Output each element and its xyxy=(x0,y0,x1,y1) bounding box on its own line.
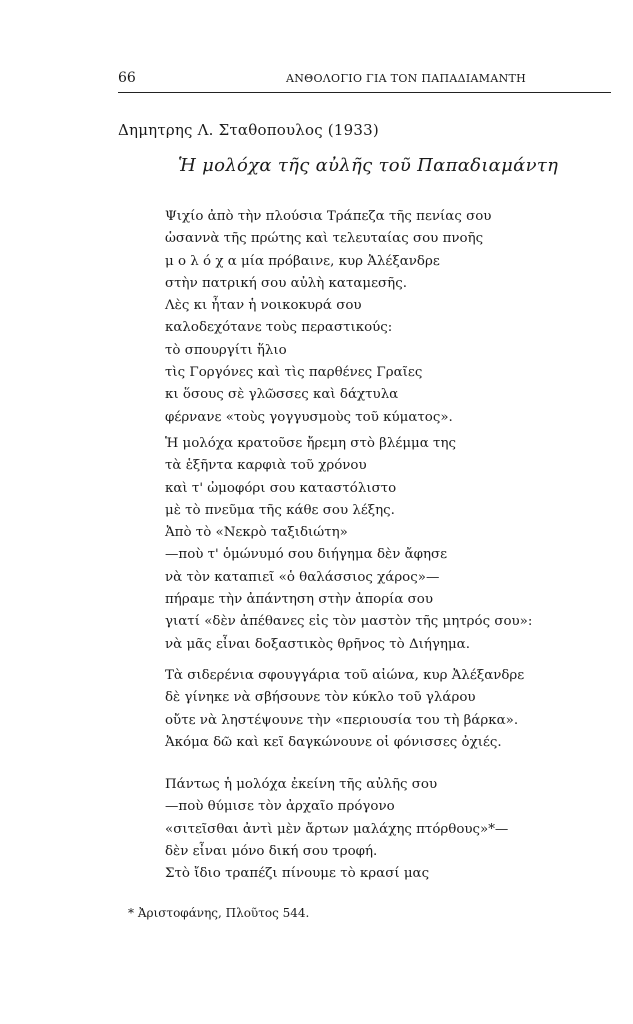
stanza-2 xyxy=(165,433,532,656)
poem-line: κι ὅσους σὲ γλῶσσες καὶ δάχτυλα xyxy=(165,387,399,403)
running-title: ΑΝΘΟΛΟΓΙΟ ΓΙΑ ΤΟΝ ΠΑΠΑΔΙΑΜΑΝΤΗ xyxy=(286,72,527,85)
poem-line: καὶ τ' ὠμοφόρι σου καταστόλιστο xyxy=(165,480,397,496)
poem-line: νὰ μᾶς εἶναι δοξαστικὸς θρῆνος τὸ Διήγημα. xyxy=(165,636,470,652)
poem-line: Στὸ ἴδιο τραπέζι πίνουμε τὸ κρασί μας xyxy=(165,866,430,882)
poem-line: μὲ τὸ πνεῦμα τῆς κάθε σου λέξης. xyxy=(165,502,395,518)
stanza-1 xyxy=(165,206,491,429)
poem-line: Ἡ μολόχα κρατοῦσε ἤρεμη στὸ βλέμμα της xyxy=(165,436,456,451)
poem-line: μ ο λ ό χ α μία πρόβαινε, κυρ Ἀλέξανδρε xyxy=(165,253,440,269)
poem-line: δὲ γίνηκε νὰ σβήσουνε τὸν κύκλο τοῦ γλάρου xyxy=(165,690,476,706)
stanza-3 xyxy=(165,665,524,754)
poem-line: δὲν εἶναι μόνο δική σου τροφή. xyxy=(165,843,378,859)
poem-line: τὰ ἑξῆντα καρφιὰ τοῦ χρόνου xyxy=(165,458,367,474)
poem-line: ὡσαννὰ τῆς πρώτης καὶ τελευταίας σου πνοῆς xyxy=(165,231,484,247)
poem-line: Ψιχίο ἀπὸ τὴν πλούσια Τράπεζα τῆς πενίας σου xyxy=(165,209,492,224)
poem-line: γιατί «δὲν ἀπέθανες εἰς τὸν μαστὸν τῆς μητρός σου»: xyxy=(165,614,533,630)
poem-line: οὔτε νὰ ληστέψουνε τὴν «περιουσία του τὴ βάρκα». xyxy=(165,712,519,728)
poem-line: «σιτεῖσθαι ἀντὶ μὲν ἄρτων μαλάχης πτόρθους»*— xyxy=(165,821,509,837)
poem-line: στὴν πατρική σου αὐλὴ καταμεσῆς. xyxy=(165,275,407,291)
poem-line: Ἀκόμα δῶ καὶ κεῖ δαγκώνουνε οἱ φόνισσες ὀχιές. xyxy=(165,734,502,750)
poem-line: νὰ τὸν καταπιεῖ «ὁ θαλάσσιος χάρος»— xyxy=(165,569,440,585)
running-header xyxy=(118,70,611,92)
poem-author: Δημητρης Λ. Σταθοπουλος (1933) xyxy=(118,121,379,139)
stanza-4 xyxy=(165,774,508,885)
poem-line: τὶς Γοργόνες καὶ τὶς παρθένες Γραῖες xyxy=(165,365,423,381)
poem-line: πήραμε τὴν ἀπάντηση στὴν ἀπορία σου xyxy=(165,592,433,608)
header-rule xyxy=(118,92,611,93)
poem-line: —ποὺ θύμισε τὸν ἀρχαῖο πρόγονο xyxy=(165,799,395,815)
poem-line: καλοδεχότανε τοὺς περαστικούς: xyxy=(165,320,393,336)
poem-line: Τὰ σιδερένια σφουγγάρια τοῦ αἰώνα, κυρ Ἀλέξανδρε xyxy=(165,668,525,683)
poem-line: Ἀπὸ τὸ «Νεκρὸ ταξιδιώτη» xyxy=(165,525,348,541)
poem-title: Ἡ μολόχα τῆς αὐλῆς τοῦ Παπαδιαμάντη xyxy=(178,155,559,176)
page-number: 66 xyxy=(118,70,136,86)
poem-line: Πάντως ἡ μολόχα ἐκείνη τῆς αὐλῆς σου xyxy=(165,777,438,792)
poem-line: —ποὺ τ' ὁμώνυμό σου διήγημα δὲν ἄφησε xyxy=(165,547,448,563)
footnote: * Ἀριστοφάνης, Πλοῦτος 544. xyxy=(128,906,310,920)
poem-line: τὸ σπουργίτι ἥλιο xyxy=(165,342,287,358)
poem-line: φέρνανε «τοὺς γογγυσμοὺς τοῦ κύματος». xyxy=(165,409,453,425)
poem-line: Λὲς κι ἦταν ἡ νοικοκυρά σου xyxy=(165,298,362,314)
